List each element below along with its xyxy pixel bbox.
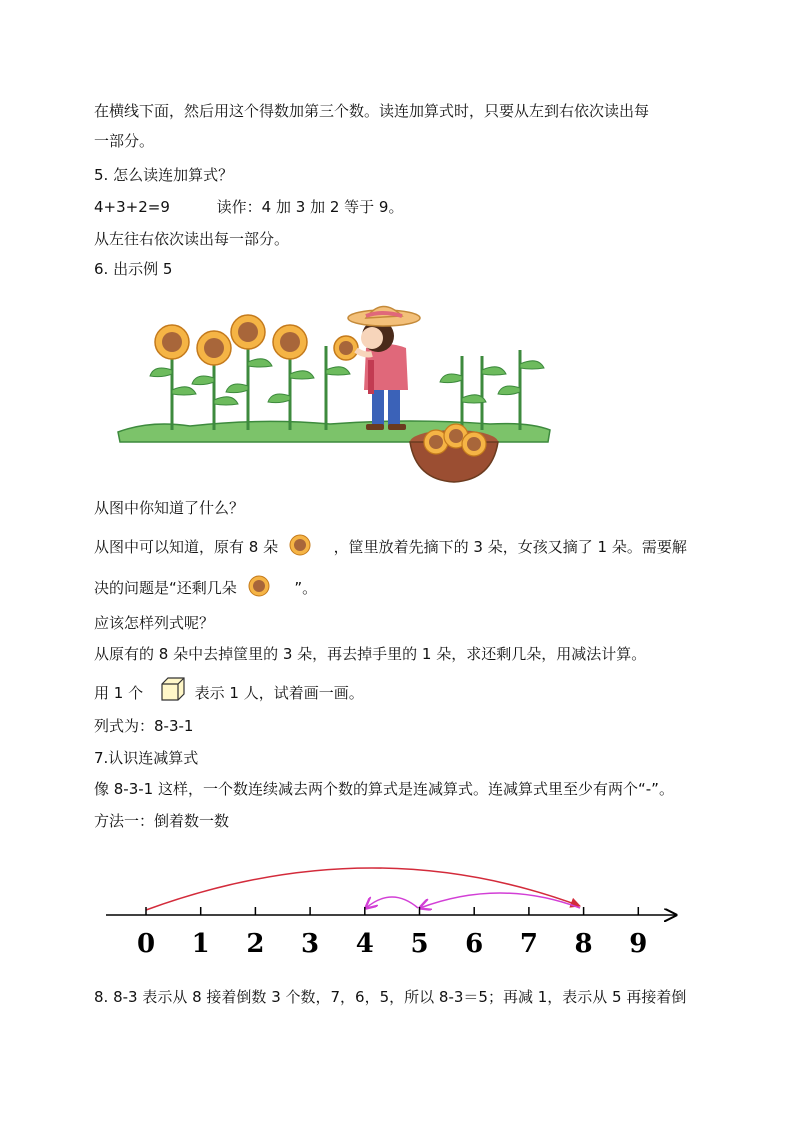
section-5-heading: 5. 怎么读连加算式？ [94, 166, 234, 184]
section-6-heading: 6. 出示例 5 [94, 260, 173, 278]
addition-equation: 4+3+2=9 [94, 198, 170, 216]
number-line-label: 9 [629, 929, 648, 959]
red-arc [146, 868, 580, 910]
number-line-label: 4 [355, 929, 374, 959]
number-line-label: 3 [301, 929, 320, 959]
formula: 列式为：8-3-1 [94, 717, 194, 735]
reading-rule: 从左往右依次读出每一部分。 [94, 230, 290, 248]
explanation: 从原有的 8 朵中去掉筐里的 3 朵，再去掉手里的 1 朵，求还剩几朵，用减法计算。 [94, 645, 647, 663]
number-line-label: 8 [574, 929, 593, 959]
cube-icon [160, 676, 186, 707]
answer-line-2 [94, 575, 317, 602]
question-how-formula: 应该怎样列式呢？ [94, 614, 215, 632]
number-line-label: 1 [191, 929, 210, 959]
answer-line-1-start: 从图中可以知道，原有 8 朵 [94, 538, 279, 556]
sunflower-illustration [110, 290, 560, 490]
number-line-label: 0 [136, 929, 156, 959]
sunflower-icon [248, 575, 270, 602]
number-line-label: 7 [519, 929, 538, 959]
addition-reading: 读作：4 加 3 加 2 等于 9。 [216, 198, 404, 216]
method-heading: 方法一：倒着数一数 [94, 812, 230, 830]
answer-line-2-end: ”。 [294, 579, 318, 597]
cube-instruction-start: 用 1 个 [94, 684, 144, 702]
paragraph-8: 8. 8-3 表示从 8 接着倒数 3 个数，7，6，5，所以 8-3＝5；再减 1，表示从 5 再接着倒 [94, 988, 687, 1006]
number-line-label: 5 [410, 929, 429, 959]
answer-line-1 [94, 534, 687, 561]
answer-line-2-start: 决的问题是“还剩几朵 [94, 579, 237, 597]
answer-line-1-end: ，筐里放着先摘下的 3 朵，女孩又摘了 1 朵。需要解 [333, 538, 687, 556]
magenta-arc-5-to-4 [366, 897, 418, 908]
number-line-label: 2 [246, 929, 265, 959]
definition-paragraph: 像 8-3-1 这样，一个数连续减去两个数的算式是连减算式。连减算式里至少有两个“-”。 [94, 780, 674, 798]
cube-instruction-end: 表示 1 人，试着画一画。 [194, 684, 364, 702]
number-line [100, 848, 690, 968]
paragraph-continuation-end: 一部分。 [94, 132, 155, 150]
magenta-arc-8-to-5 [420, 893, 580, 908]
question-what-know: 从图中你知道了什么？ [94, 499, 245, 517]
paragraph-continuation: 在横线下面，然后用这个得数加第三个数。读连加算式时，只要从左到右依次读出每 [94, 102, 650, 120]
cube-instruction [94, 680, 364, 707]
addition-example [94, 197, 403, 217]
number-line-label: 6 [465, 929, 484, 959]
section-7-heading: 7.认识连减算式 [94, 749, 199, 767]
sunflower-icon [289, 534, 311, 561]
